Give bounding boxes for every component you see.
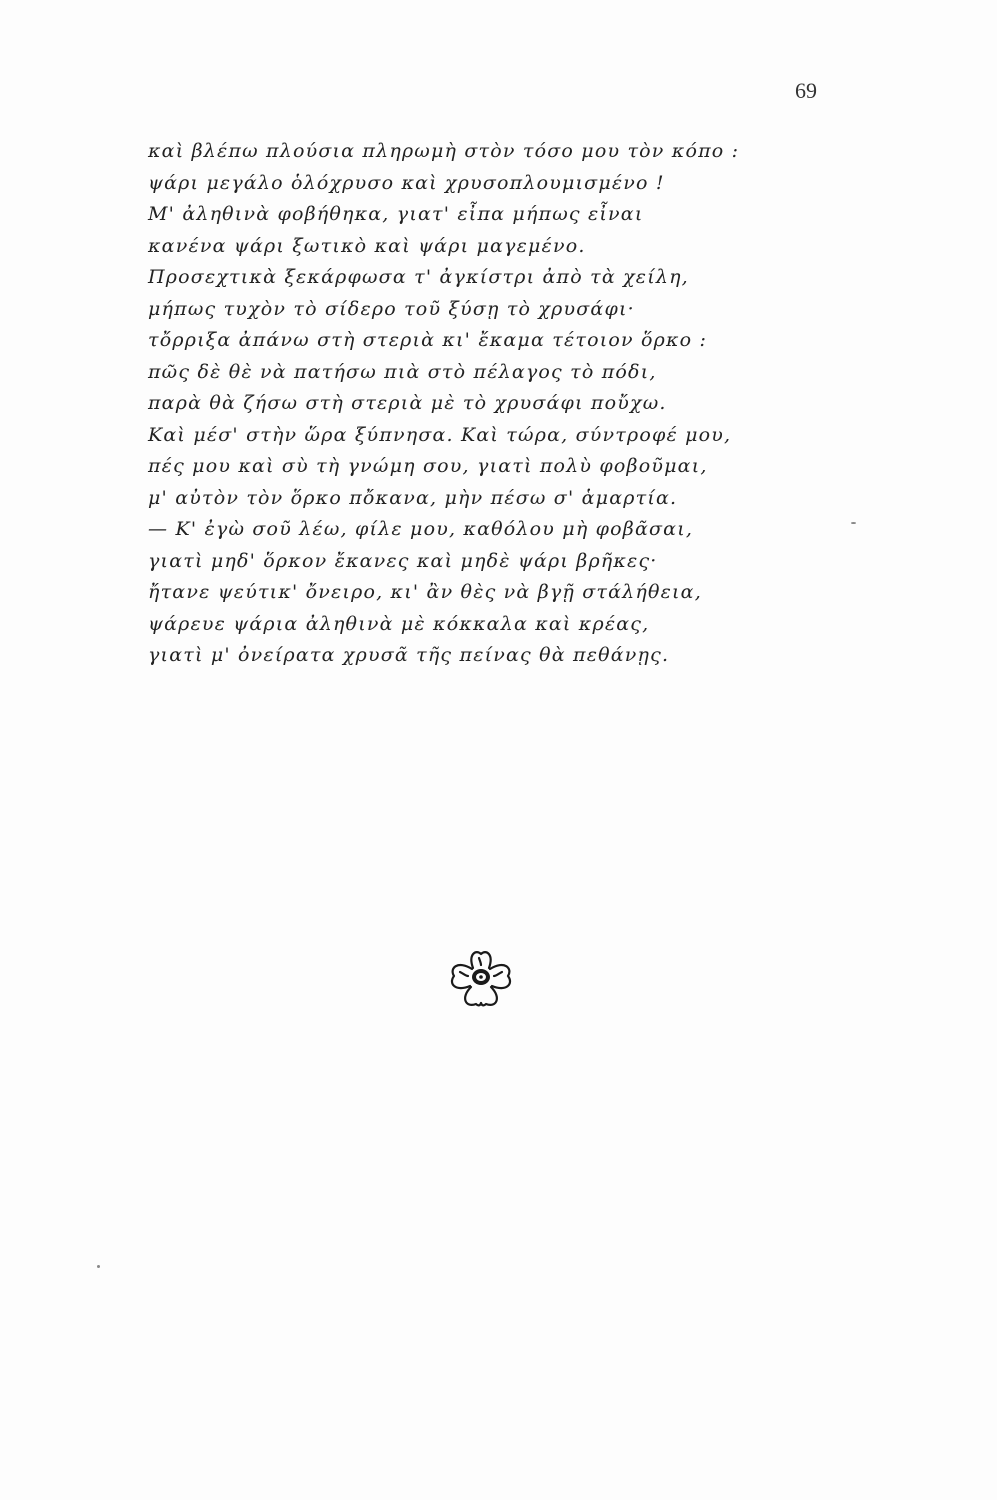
poem-line: παρὰ θὰ ζήσω στὴ στεριὰ μὲ τὸ χρυσάφι ποὔχω. — [148, 392, 667, 414]
paper-speck — [851, 522, 856, 524]
poem-line: πῶς δὲ θὲ νὰ πατήσω πιὰ στὸ πέλαγος τὸ πόδι, — [148, 360, 657, 383]
flower-ornament-icon — [446, 946, 516, 1012]
poem-line: τὄρριξα ἀπάνω στὴ στεριὰ κι' ἔκαμα τέτοιον ὅρκο : — [148, 329, 708, 351]
poem-line: Μ' ἀληθινὰ φοβήθηκα, γιατ' εἶπα μήπως εἶναι — [148, 203, 644, 225]
poem-line: μ' αὐτὸν τὸν ὅρκο πὄκανα, μὴν πέσω σ' ἁμαρτία. — [148, 486, 678, 509]
poem-line: Καὶ μέσ' στὴν ὥρα ξύπνησα. Καὶ τώρα, σύντροφέ μου, — [148, 423, 732, 446]
poem-line: γιατὶ μηδ' ὅρκον ἔκανες καὶ μηδὲ ψάρι βρῆκες· — [148, 549, 658, 572]
poem-line: κανένα ψάρι ξωτικὸ καὶ ψάρι μαγεμένο. — [148, 234, 586, 257]
poem-line: μήπως τυχὸν τὸ σίδερο τοῦ ξύσῃ τὸ χρυσάφι· — [148, 297, 635, 320]
poem-line: πές μου καὶ σὺ τὴ γνώμη σου, γιατὶ πολὺ φοβοῦμαι, — [148, 455, 708, 477]
poem-line: ψάρι μεγάλο ὁλόχρυσο καὶ χρυσοπλουμισμένο ! — [148, 171, 665, 194]
poem-stanza — [148, 136, 828, 672]
poem-line: ψάρευε ψάρια ἀληθινὰ μὲ κόκκαλα καὶ κρέας, — [148, 612, 650, 635]
poem-line: ἤτανε ψεύτικ' ὄνειρο, κι' ἂν θὲς νὰ βγῇ στάλήθεια, — [148, 581, 702, 603]
poem-line: Προσεχτικὰ ξεκάρφωσα τ' ἀγκίστρι ἀπὸ τὰ χείλη, — [148, 266, 689, 288]
poem-line: — Κ' ἐγὼ σοῦ λέω, φίλε μου, καθόλου μὴ φοβᾶσαι, — [148, 518, 694, 540]
paper-speck — [97, 1265, 100, 1268]
page-number: 69 — [795, 78, 817, 103]
poem-line: γιατὶ μ' ὀνείρατα χρυσᾶ τῆς πείνας θὰ πεθάνῃς. — [148, 644, 670, 666]
poem-line: καὶ βλέπω πλούσια πληρωμὴ στὸν τόσο μου τὸν κόπο : — [148, 140, 740, 162]
